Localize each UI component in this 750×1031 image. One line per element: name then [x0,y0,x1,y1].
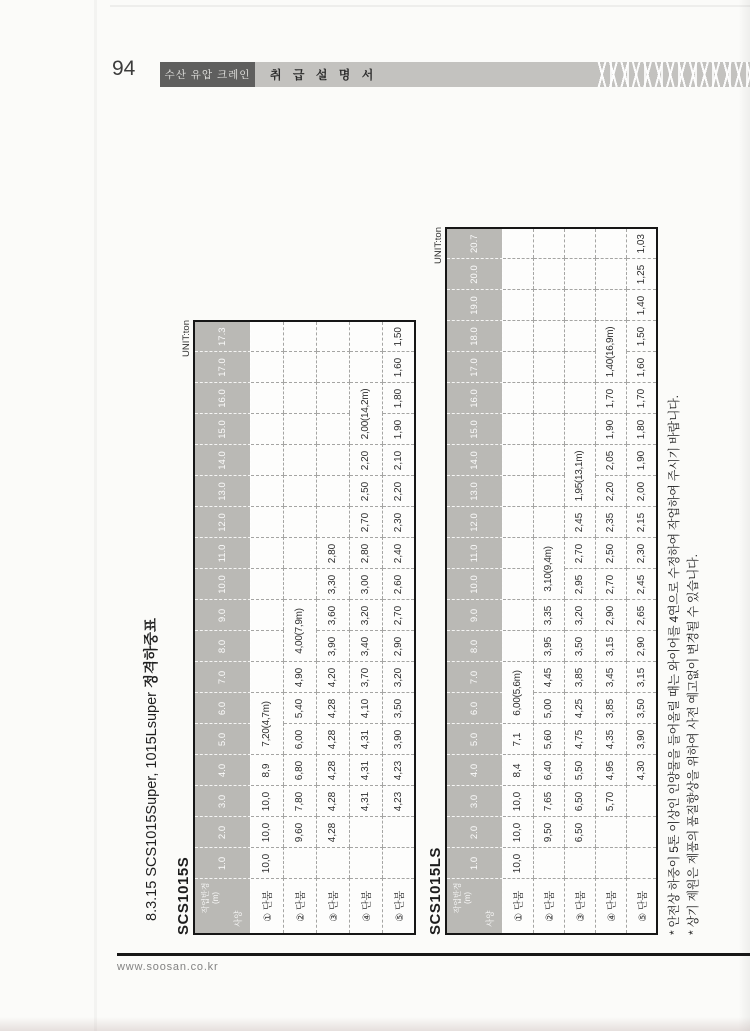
load-cell [502,414,533,445]
hatch-pattern-decoration [595,62,750,87]
load-cell: 2,70 [564,538,595,569]
load-cell: 2,30 [382,507,415,538]
load-cell [250,414,283,445]
radius-header-cell: 8.0 [446,631,502,662]
load-cell: 8,4 [502,755,533,786]
load-cell: 2,15 [626,507,657,538]
row-label-cell: ① 단붐 [502,879,533,934]
radius-header-cell: 3.0 [194,786,250,817]
load-table-scs1015s [193,320,416,935]
corner-radius-label: 작업반경 (m) [453,882,472,914]
load-table-container [445,225,658,935]
boom-row [382,321,415,934]
boom-row [564,228,595,934]
load-cell: 10,0 [502,817,533,848]
load-cell: 1,70 [595,383,626,414]
load-cell: 7,1 [502,724,533,755]
load-cell [316,848,349,879]
radius-header-cell: 18.0 [446,321,502,352]
load-cell [502,383,533,414]
load-cell: 1,90 [382,414,415,445]
load-cell [250,600,283,631]
radius-header-cell: 13.0 [194,476,250,507]
load-cell: 3,15 [595,631,626,662]
radius-header-cell: 17.3 [194,321,250,352]
row-label-cell: ④ 단붐 [595,879,626,934]
load-cell [502,352,533,383]
load-cell: 3,15 [626,662,657,693]
load-cell: 5,50 [564,755,595,786]
table-caption: SCS1015LS [427,847,444,935]
load-cell [250,569,283,600]
load-cell: 3,10(9,4m) [533,538,564,600]
load-cell [250,538,283,569]
brand-label-box: 수산 유압 크레인 [160,62,255,87]
load-cell: 10,0 [502,848,533,879]
load-cell: 8,9 [250,755,283,786]
load-cell: 6,00 [283,724,316,755]
load-cell [626,817,657,848]
load-cell [283,538,316,569]
boom-row [316,321,349,934]
load-cell: 1,60 [626,352,657,383]
section-models: SCS1015Super, 1015Lsuper [144,692,160,877]
boom-row [595,228,626,934]
radius-header-cell: 16.0 [446,383,502,414]
load-cell: 4,23 [382,755,415,786]
load-cell: 3,90 [382,724,415,755]
load-cell [595,848,626,879]
radius-header-cell: 17.0 [446,352,502,383]
row-label-cell: ⑤ 단붐 [382,879,415,934]
radius-header-cell: 12.0 [446,507,502,538]
radius-header-cell: 15.0 [446,414,502,445]
load-cell: 4,28 [316,724,349,755]
load-cell [502,321,533,352]
load-cell: 4,90 [283,662,316,693]
load-cell: 2,60 [382,569,415,600]
load-cell: 1,03 [626,228,657,259]
load-cell: 2,10 [382,445,415,476]
load-cell [564,228,595,259]
load-cell: 3,85 [595,693,626,724]
radius-header-cell: 19.0 [446,290,502,321]
load-cell: 3,90 [316,631,349,662]
load-cell: 1,90 [626,445,657,476]
load-cell: 1,40(16,9m) [595,321,626,383]
boom-row [250,321,283,934]
load-cell: 7,80 [283,786,316,817]
load-cell: 4,45 [533,662,564,693]
radius-header-row [446,228,502,934]
radius-header-cell: 1.0 [446,848,502,879]
load-cell: 4,28 [316,817,349,848]
radius-header-cell: 14.0 [194,445,250,476]
table-block-scs1015ls [420,225,658,935]
load-cell: 1,40 [626,290,657,321]
radius-header-cell: 20.7 [446,228,502,259]
row-label-cell: ① 단붐 [250,879,283,934]
load-cell: 2,35 [595,507,626,538]
load-cell [349,817,382,848]
load-cell [283,476,316,507]
load-cell: 2,80 [316,538,349,569]
boom-row [626,228,657,934]
load-cell [533,290,564,321]
load-cell: 2,20 [382,476,415,507]
unit-label: UNIT:ton [433,227,444,264]
load-cell [564,414,595,445]
load-cell [533,383,564,414]
scan-bottom-shadow [0,1017,750,1031]
load-cell [533,445,564,476]
load-cell: 6,80 [283,755,316,786]
radius-header-cell: 13.0 [446,476,502,507]
load-cell [502,290,533,321]
load-cell: 2,65 [626,600,657,631]
load-cell: 5,00 [533,693,564,724]
load-cell: 2,40 [382,538,415,569]
load-cell [316,414,349,445]
radius-header-cell: 17.0 [194,352,250,383]
load-cell: 2,95 [564,569,595,600]
load-cell [382,848,415,879]
load-cell [250,445,283,476]
row-label-cell: ③ 단붐 [316,879,349,934]
caption-row [420,225,444,935]
load-cell: 3,50 [626,693,657,724]
load-cell [564,848,595,879]
section-title-bold: 정격하중표 [144,617,160,688]
load-cell: 4,31 [349,786,382,817]
load-cell: 2,70 [382,600,415,631]
load-cell: 6,50 [564,817,595,848]
load-cell [533,321,564,352]
load-cell: 4,23 [382,786,415,817]
load-cell: 2,80 [349,538,382,569]
boom-row [283,321,316,934]
radius-header-cell: 4.0 [446,755,502,786]
load-cell: 1,80 [626,414,657,445]
load-cell [502,600,533,631]
load-cell: 3,30 [316,569,349,600]
load-cell: 5,60 [533,724,564,755]
load-cell: 3,70 [349,662,382,693]
load-cell: 1,90 [595,414,626,445]
load-cell [502,569,533,600]
corner-spec-label: 사양 [232,910,243,927]
load-cell [283,848,316,879]
radius-header-cell: 9.0 [446,600,502,631]
load-cell [502,259,533,290]
load-cell [533,228,564,259]
load-cell [250,631,283,662]
load-cell: 9,60 [283,817,316,848]
load-cell [250,476,283,507]
load-cell: 1,70 [626,383,657,414]
footnote-line: * 안전상 하중이 5톤 이상인 인양물을 들어올릴 때는 와이어를 4연으로 수정하여 작업하여 주시기 바랍니다. [667,395,681,935]
load-cell: 6,00(5,6m) [502,662,533,724]
load-cell [502,631,533,662]
load-cell [283,321,316,352]
radius-header-cell: 7.0 [446,662,502,693]
caption-row [168,318,192,935]
load-cell [626,848,657,879]
load-cell: 10,0 [250,817,283,848]
row-label-cell: ② 단붐 [283,879,316,934]
load-cell: 2,30 [626,538,657,569]
load-cell: 2,70 [595,569,626,600]
load-cell: 4,28 [316,693,349,724]
load-cell: 7,65 [533,786,564,817]
corner-spec-label: 사양 [484,910,495,927]
load-cell: 1,95(13,1m) [564,445,595,507]
load-cell: 1,60 [382,352,415,383]
load-cell: 5,40 [283,693,316,724]
row-label-cell: ③ 단붐 [564,879,595,934]
load-cell: 3,20 [382,662,415,693]
load-cell [349,352,382,383]
load-cell [564,290,595,321]
load-cell: 2,90 [595,600,626,631]
boom-row [349,321,382,934]
load-cell: 4,35 [595,724,626,755]
radius-header-cell: 5.0 [194,724,250,755]
section-title [140,223,164,921]
scan-top-streak [110,5,750,7]
load-cell [250,507,283,538]
load-cell: 10,0 [250,848,283,879]
load-cell [502,476,533,507]
load-cell: 2,90 [626,631,657,662]
load-cell [502,445,533,476]
load-cell [250,352,283,383]
radius-header-cell: 5.0 [446,724,502,755]
load-cell: 2,45 [564,507,595,538]
scan-gutter-shadow [94,0,97,1031]
load-cell [316,507,349,538]
load-cell [626,786,657,817]
load-cell: 3,40 [349,631,382,662]
boom-row [502,228,533,934]
load-cell: 4,20 [316,662,349,693]
load-cell: 3,50 [382,693,415,724]
radius-header-cell: 7.0 [194,662,250,693]
footnote-line: * 상기 제원은 제품의 품질향상을 위하여 사전 예고없이 변경될 수 있습니다. [686,554,700,935]
load-cell: 6,50 [564,786,595,817]
load-cell [564,383,595,414]
load-cell [250,383,283,414]
load-table-scs1015ls [445,227,658,935]
footer-url: www.soosan.co.kr [117,961,219,973]
radius-header-row [194,321,250,934]
radius-header-cell: 8.0 [194,631,250,662]
load-table-container [193,318,416,935]
load-cell [283,383,316,414]
load-cell [283,352,316,383]
load-cell: 6,40 [533,755,564,786]
load-cell: 1,80 [382,383,415,414]
load-cell: 7,20(4,7m) [250,693,283,755]
load-cell: 4,75 [564,724,595,755]
load-cell: 10,0 [502,786,533,817]
radius-header-cell: 6.0 [446,693,502,724]
load-cell [595,817,626,848]
corner-cell [446,879,502,934]
load-cell: 4,25 [564,693,595,724]
load-cell [595,259,626,290]
load-cell [382,817,415,848]
page-number: 94 [112,57,136,80]
load-cell [564,259,595,290]
load-cell: 2,50 [349,476,382,507]
radius-header-cell: 4.0 [194,755,250,786]
load-cell [283,445,316,476]
footer-rule [117,953,750,956]
load-cell [533,414,564,445]
radius-header-cell: 6.0 [194,693,250,724]
radius-header-cell: 11.0 [446,538,502,569]
load-cell [316,383,349,414]
radius-header-cell: 10.0 [446,569,502,600]
radius-header-cell: 2.0 [446,817,502,848]
load-cell: 3,45 [595,662,626,693]
load-cell: 3,35 [533,600,564,631]
load-cell [316,476,349,507]
load-cell [564,321,595,352]
load-cell [250,662,283,693]
load-cell [533,259,564,290]
load-cell: 4,10 [349,693,382,724]
load-cell [533,476,564,507]
radius-header-cell: 10.0 [194,569,250,600]
section-number: 8.3.15 [144,880,160,921]
row-label-cell: ④ 단붐 [349,879,382,934]
radius-header-cell: 3.0 [446,786,502,817]
load-cell: 1,50 [382,321,415,352]
load-cell [316,445,349,476]
load-cell: 4,00(7,9m) [283,600,316,662]
load-cell: 10,0 [250,786,283,817]
load-cell: 3,90 [626,724,657,755]
radius-header-cell: 2.0 [194,817,250,848]
load-cell: 4,95 [595,755,626,786]
doc-title-label: 취 급 설 명 서 [270,68,378,82]
load-cell [283,507,316,538]
load-cell: 2,05 [595,445,626,476]
load-cell: 2,20 [595,476,626,507]
load-cell: 4,31 [349,755,382,786]
load-cell: 2,70 [349,507,382,538]
load-cell: 1,50 [626,321,657,352]
load-cell: 3,50 [564,631,595,662]
load-cell: 3,95 [533,631,564,662]
table-block-scs1015s [168,318,416,935]
load-cell: 1,25 [626,259,657,290]
load-cell: 2,20 [349,445,382,476]
load-cell [595,290,626,321]
radius-header-cell: 14.0 [446,445,502,476]
radius-header-cell: 15.0 [194,414,250,445]
load-cell [533,507,564,538]
load-cell: 4,28 [316,755,349,786]
boom-row [533,228,564,934]
load-cell: 4,30 [626,755,657,786]
load-cell [533,848,564,879]
row-label-cell: ⑤ 단붐 [626,879,657,934]
row-label-cell: ② 단붐 [533,879,564,934]
radius-header-cell: 12.0 [194,507,250,538]
load-cell: 3,00 [349,569,382,600]
footnotes [665,223,703,935]
load-cell: 2,50 [595,538,626,569]
scan-edge-shadow [738,0,750,1031]
load-cell [502,507,533,538]
load-cell: 2,00 [626,476,657,507]
load-cell [283,569,316,600]
load-cell: 5,70 [595,786,626,817]
load-cell [564,352,595,383]
load-cell: 3,60 [316,600,349,631]
table-caption: SCS1015S [175,856,192,935]
load-cell [349,848,382,879]
load-cell: 4,31 [349,724,382,755]
load-cell: 9,50 [533,817,564,848]
load-cell: 3,20 [349,600,382,631]
load-cell [283,414,316,445]
load-cell [595,228,626,259]
radius-header-cell: 20.0 [446,259,502,290]
header-bar [160,62,750,87]
radius-header-cell: 16.0 [194,383,250,414]
rotated-content-block [140,223,724,935]
load-cell [533,352,564,383]
unit-label: UNIT:ton [181,320,192,357]
load-cell: 3,85 [564,662,595,693]
load-cell [349,321,382,352]
radius-header-cell: 9.0 [194,600,250,631]
load-cell: 4,28 [316,786,349,817]
load-cell [502,538,533,569]
load-cell: 2,90 [382,631,415,662]
radius-header-cell: 1.0 [194,848,250,879]
corner-cell [194,879,250,934]
load-cell: 2,45 [626,569,657,600]
corner-radius-label: 작업반경 (m) [201,882,220,914]
load-cell: 2,00(14,2m) [349,383,382,445]
load-cell [316,352,349,383]
load-cell: 3,20 [564,600,595,631]
radius-header-cell: 11.0 [194,538,250,569]
